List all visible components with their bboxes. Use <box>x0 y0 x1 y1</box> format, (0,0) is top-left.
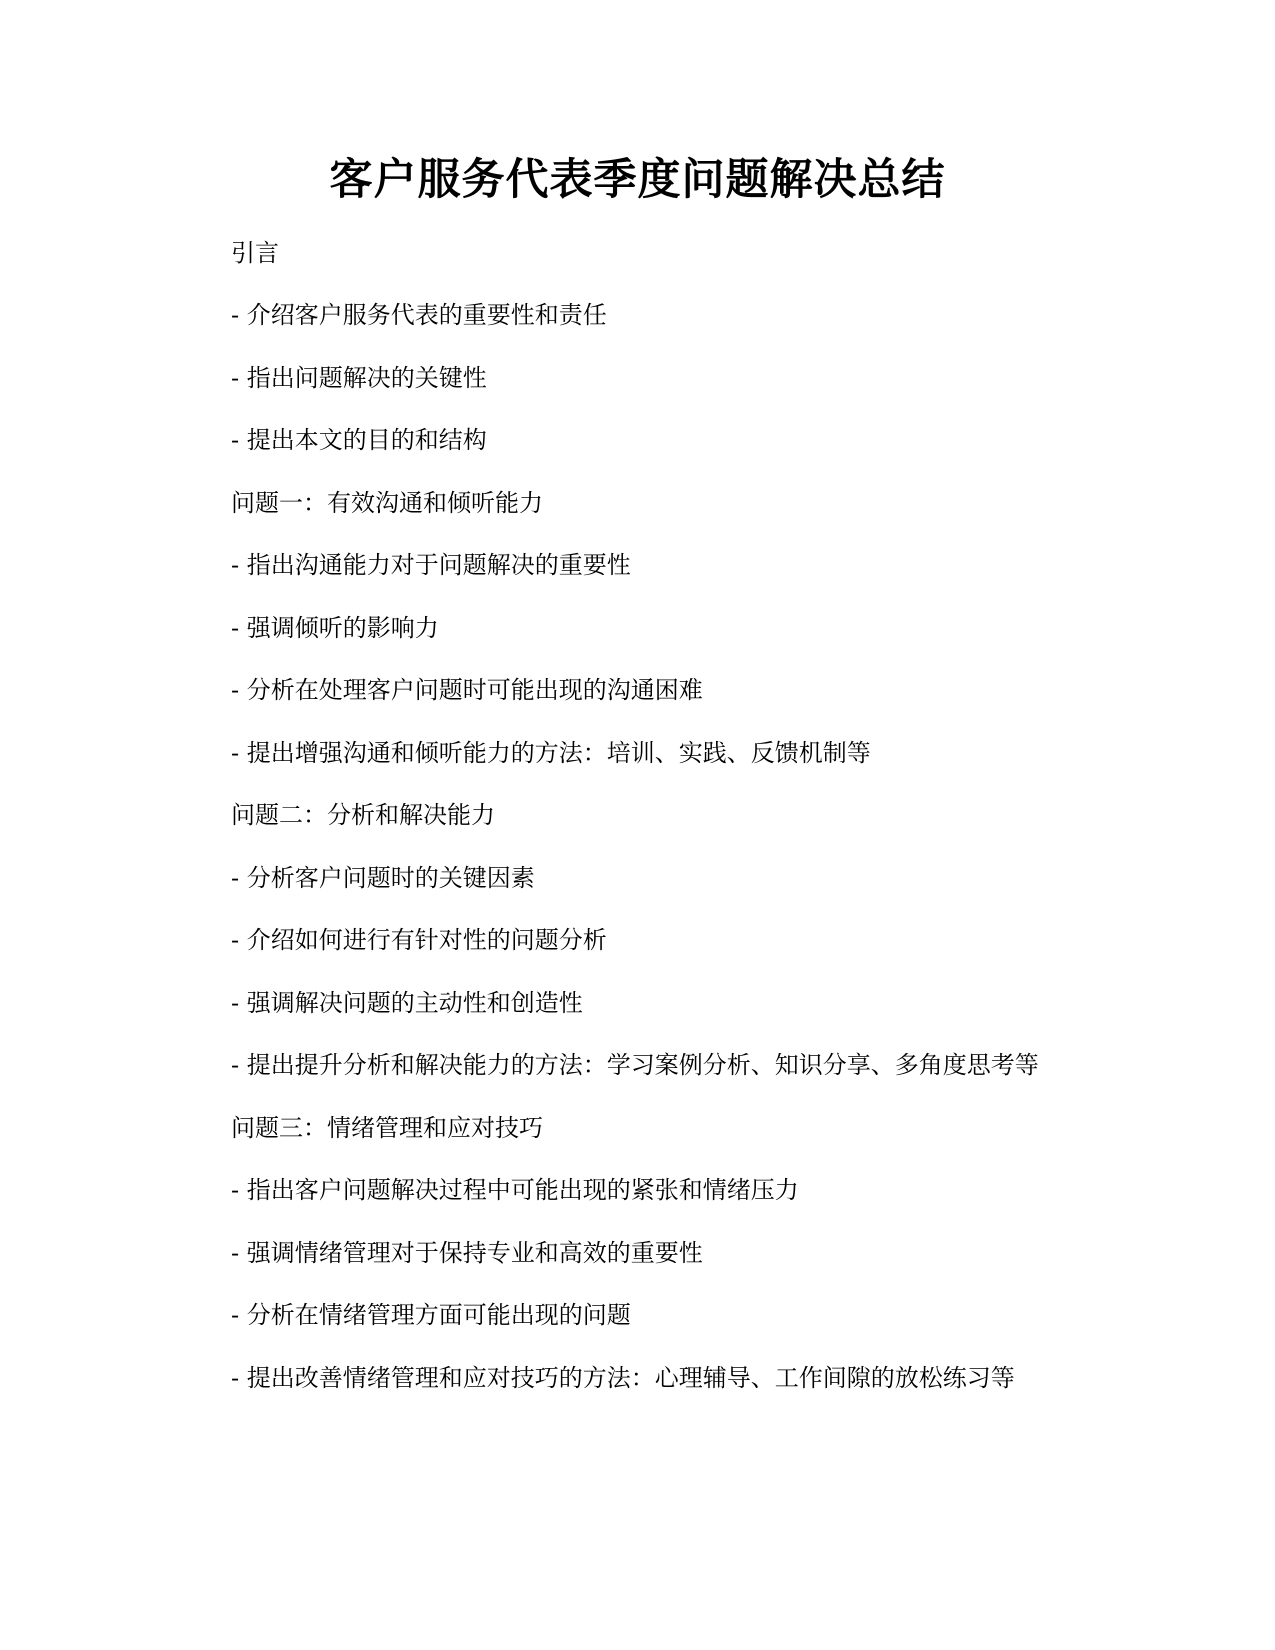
list-item: - 强调情绪管理对于保持专业和高效的重要性 <box>231 1239 703 1267</box>
list-item: - 强调解决问题的主动性和创造性 <box>231 989 583 1017</box>
list-item: - 指出客户问题解决过程中可能出现的紧张和情绪压力 <box>231 1176 799 1204</box>
list-item: - 强调倾听的影响力 <box>231 614 439 642</box>
document-title: 客户服务代表季度问题解决总结 <box>329 155 946 205</box>
list-item: - 介绍客户服务代表的重要性和责任 <box>231 301 607 329</box>
list-item: - 提出改善情绪管理和应对技巧的方法：心理辅导、工作间隙的放松练习等 <box>231 1364 1015 1392</box>
list-item: - 分析在处理客户问题时可能出现的沟通困难 <box>231 676 703 704</box>
section-heading-problem-2: 问题二：分析和解决能力 <box>231 801 495 829</box>
list-item: - 介绍如何进行有针对性的问题分析 <box>231 926 607 954</box>
list-item: - 分析在情绪管理方面可能出现的问题 <box>231 1301 631 1329</box>
list-item: - 提出本文的目的和结构 <box>231 426 487 454</box>
list-item: - 指出问题解决的关键性 <box>231 364 487 392</box>
section-heading-intro: 引言 <box>231 239 279 267</box>
list-item: - 提出提升分析和解决能力的方法：学习案例分析、知识分享、多角度思考等 <box>231 1051 1039 1079</box>
list-item: - 提出增强沟通和倾听能力的方法：培训、实践、反馈机制等 <box>231 739 871 767</box>
section-heading-problem-1: 问题一：有效沟通和倾听能力 <box>231 489 543 517</box>
list-item: - 指出沟通能力对于问题解决的重要性 <box>231 551 631 579</box>
section-heading-problem-3: 问题三：情绪管理和应对技巧 <box>231 1114 543 1142</box>
list-item: - 分析客户问题时的关键因素 <box>231 864 535 892</box>
